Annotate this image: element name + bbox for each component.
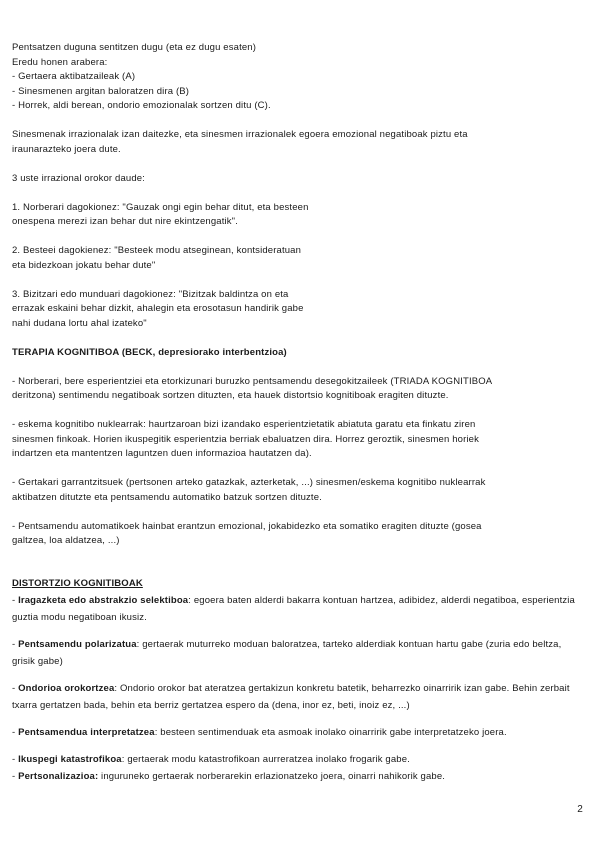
irrational-paragraph — [12, 128, 584, 157]
intro-line: Pentsatzen duguna sentitzen dugu (eta ez dugu esaten) — [12, 42, 257, 53]
belief-line: onespena merezi izan behar dut nire ekintzengatik". — [12, 216, 238, 227]
belief-1 — [12, 201, 584, 230]
therapy-line: galtzea, loa aldatzea, ...) — [12, 535, 120, 546]
distortion-text: : gertaerak modu katastrofikoan aurreratzea inolako frogarik gabe. — [121, 753, 410, 765]
therapy-point-1 — [12, 375, 584, 404]
distortions-heading: DISTORTZIO KOGNITIBOAK — [12, 578, 143, 589]
distortion-term: Iragazketa edo abstrakzio selektiboa — [18, 594, 189, 606]
belief-line: nahi dudana lortu ahal izateko" — [12, 317, 147, 329]
distortion-term: Pertsonalizazioa: — [18, 770, 99, 782]
distortion-text: : Ondorio orokor bat ateratzea gertakizun konkretu batetik, beharrezko oinarririk izan gabe. Behin zerbait txarra gertatzen bada, behin eta berriz gertatzea espero da (dena, inor ez, beti, inoiz ez, ...) — [12, 682, 570, 711]
belief-line: 3. Bizitzari edo munduari dagokionez: "Bizitzak baldintza on eta — [12, 288, 289, 300]
belief-2 — [12, 244, 584, 273]
therapy-line: - Gertakari garrantzitsuek (pertsonen arteko gatazkak, azterketak, ...) sinesmen/eskema kognitibo nuklearrak — [12, 477, 486, 488]
intro-line: - Gertaera aktibatzaileak (A) — [12, 71, 136, 82]
distortion-prefix: - — [12, 594, 19, 606]
therapy-line: indartzen eta mantentzen laguntzen duen informazioa hautatzen da). — [12, 448, 312, 459]
distortion-item — [12, 636, 584, 670]
intro-block — [12, 41, 584, 114]
distortion-term: Pentsamendu polarizatua — [18, 638, 137, 650]
paragraph-line: 3 uste irrazional orokor daude: — [12, 172, 145, 184]
intro-line: Eredu honen arabera: — [12, 56, 108, 68]
section-spacer — [12, 563, 584, 577]
count-paragraph — [12, 172, 584, 187]
distortion-term: Ikuspegi katastrofikoa — [18, 753, 122, 765]
therapy-line: - eskema kognitibo nuklearrak: haurtzaroan bizi izandako esperientzietatik abiatuta garatu eta finkatu ziren — [12, 419, 476, 430]
distortion-text: inguruneko gertaerak norberarekin erlazionatzeko joera, oinarri nahikorik gabe. — [98, 770, 446, 782]
therapy-point-4 — [12, 520, 584, 549]
intro-line: - Sinesmenen argitan baloratzen dira (B) — [12, 85, 190, 97]
therapy-line: aktibatzen ditutzte eta pentsamendu automatiko batzuk sortzen dituzte. — [12, 491, 322, 503]
distortion-prefix: - — [12, 726, 19, 738]
therapy-point-2 — [12, 418, 584, 462]
distortion-item — [12, 592, 584, 626]
page-number: 2 — [577, 804, 583, 815]
distortion-prefix: - — [12, 682, 19, 694]
distortion-text: : besteen sentimenduak eta asmoak inolako oinarririk gabe interpretatzeko joera. — [154, 726, 507, 738]
distortion-prefix: - — [12, 770, 19, 782]
paragraph-line: Sinesmenak irrazionalak izan daitezke, eta sinesmen irrazionalek egoera emozional negatiboak piztu eta — [12, 129, 468, 140]
therapy-line: sinesmen finkoak. Horien ikuspegitik esperientzia berriak ebaluatzen dira. Horrez geroztik, sinesmen horiek — [12, 433, 479, 445]
distortion-item — [12, 751, 584, 768]
belief-line: 1. Norberari dagokionez: "Gauzak ongi egin behar ditut, eta besteen — [12, 201, 309, 213]
belief-line: errazak eskaini behar dizkit, ahalegin eta erosotasun handirik gabe — [12, 303, 304, 314]
document-page — [12, 41, 584, 785]
intro-line: - Horrek, aldi berean, ondorio emozionalak sortzen ditu (C). — [12, 100, 271, 111]
distortion-item — [12, 724, 584, 741]
belief-line: 2. Besteei dagokienez: "Besteek modu atseginean, kontsideratuan — [12, 245, 302, 256]
therapy-line: - Norberari, bere esperientziei eta etorkizunari buruzko pentsamendu desegokitzaileek (TRIADA KOGNITIBOA — [12, 375, 493, 387]
belief-3 — [12, 288, 584, 332]
therapy-line: deritzona) sentimendu negatiboak sortzen dituzten, eta hauek distortsio kognitiboak eragiten dituzte. — [12, 390, 449, 401]
distortion-term: Ondorioa orokortzea — [18, 682, 115, 694]
belief-line: eta bidezkoan jokatu behar dute" — [12, 259, 156, 271]
therapy-point-3 — [12, 476, 584, 505]
distortion-item — [12, 680, 584, 714]
distortion-term: Pentsamendua interpretatzea — [18, 726, 155, 738]
therapy-line: - Pentsamendu automatikoek hainbat erantzun emozional, jokabidezko eta somatiko eragiten dituzte (gosea — [12, 520, 482, 532]
distortion-prefix: - — [12, 638, 19, 650]
therapy-heading: TERAPIA KOGNITIBOA (BECK, depresiorako interbentzioa) — [12, 346, 287, 358]
distortion-item — [12, 768, 584, 785]
paragraph-line: iraunarazteko joera dute. — [12, 143, 121, 155]
distortion-text: : egoera baten alderdi bakarra kontuan hartzea, adibidez, alderdi negatiboa, esperientzia guztia modu negatiboan ikusiz. — [12, 594, 575, 623]
distortion-prefix: - — [12, 753, 19, 765]
distortion-text: : gertaerak muturreko moduan baloratzea, tarteko alderdiak kontuan hartu gabe (zuria edo beltza, grisik gabe) — [12, 638, 562, 667]
